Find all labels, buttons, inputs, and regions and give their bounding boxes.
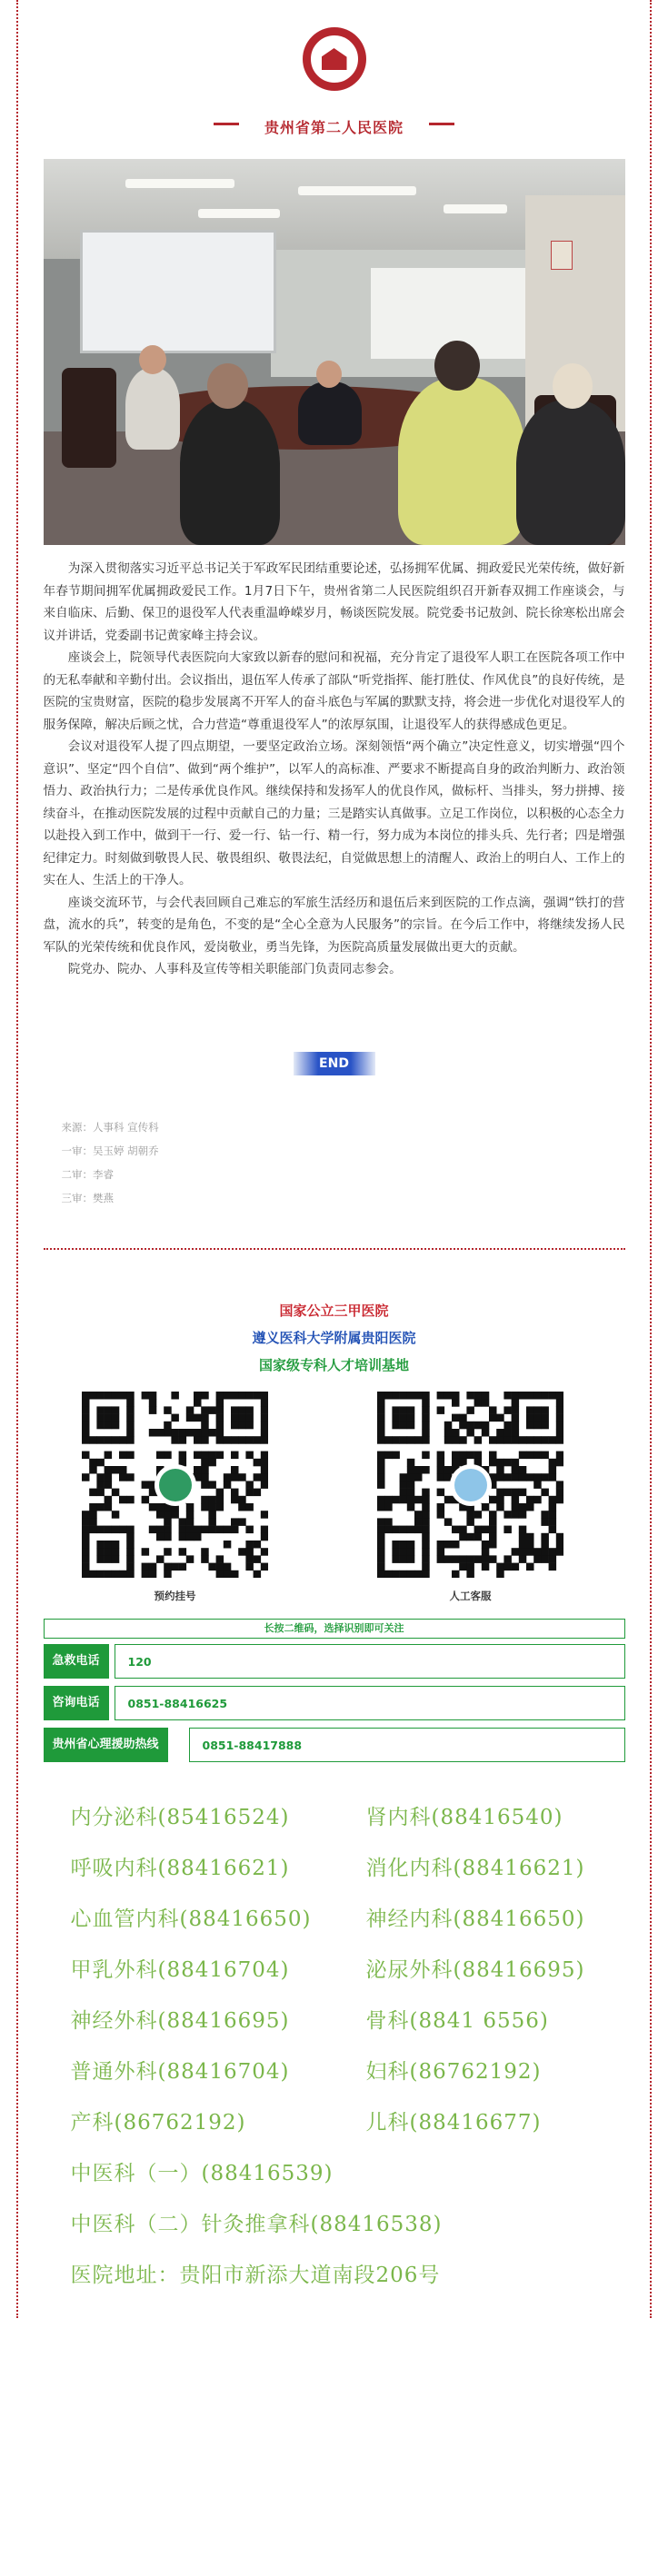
footer-titles	[18, 1297, 650, 1379]
article-paragraph: 座谈交流环节，与会代表回顾自己难忘的军旅生活经历和退伍后来到医院的工作点滴，强调“铁打的营盘，流水的兵”，转变的是角色，不变的是“全心全意为人民服务”的宗旨。在今后工作中，将继续发扬人民军队的光荣传统和优良作风，爱岗敬业，勇当先锋，为医院高质量发展做出更大的贡献。	[43, 895, 625, 955]
phone-value[interactable]: 0851-88417888	[189, 1728, 625, 1762]
hospital-name: 贵州省第二人民医院	[264, 119, 404, 136]
credit-line: 二审：李睿	[61, 1167, 114, 1181]
department-item: 心血管内科(88416650)	[70, 1907, 312, 1931]
department-item: 内分泌科(85416524)	[70, 1805, 290, 1829]
article-paragraph: 院党办、院办、人事科及宣传等相关职能部门负责同志参会。	[67, 962, 402, 976]
qr-label-appointment: 预约挂号	[154, 1589, 196, 1602]
qr-appointment[interactable]	[82, 1392, 268, 1603]
department-item: 呼吸内科(88416621)	[70, 1856, 290, 1880]
article-body	[44, 558, 625, 981]
department-item: 神经外科(88416695)	[70, 2008, 290, 2033]
article-paragraph: 座谈会上，院领导代表医院向大家致以新春的慰问和祝福，充分肯定了退役军人职工在医院各项工作中的无私奉献和辛勤付出。会议指出，退伍军人传承了部队“听党指挥、能打胜仗、作风优良”的良好传统，是医院的宝贵财富，医院的稳步发展离不开军人的奋斗底色与军属的默默支持，将会进一步优化对退役军人的服务保障，解决后顾之忧，合力营造“尊重退役军人”的浓厚氛围，让退役军人的获得感成色更足。	[43, 650, 625, 732]
qr-customer-service[interactable]	[377, 1392, 563, 1603]
phone-label: 贵州省心理援助热线	[44, 1728, 168, 1762]
department-item: 消化内科(88416621)	[365, 1856, 585, 1880]
footer-title-2: 遵义医科大学附属贵阳医院	[252, 1329, 416, 1346]
hospital-title-bar	[18, 116, 650, 136]
phone-value[interactable]: 120	[115, 1644, 625, 1679]
phone-label: 急救电话	[44, 1644, 109, 1679]
article-paragraph: 会议对退役军人提了四点期望，一要坚定政治立场。深刻领悟“两个确立”决定性意义，切实增强“四个意识”、坚定“四个自信”、做到“两个维护”，以军人的高标准、严要求不断提高自身的政治判断力、政治领悟力、政治执行力；二是传承优良作风。继续保持和发扬军人的优良作风，做标杆、当排头，努力拼搏、接续奋斗，在推动医院发展的过程中贡献自己的力量；三是踏实认真做事。立足工作岗位，以积极的心态全力以赴投入到工作中，做到干一行、爱一行、钻一行、精一行，努力成为本岗位的排头兵、先行者；四是增强纪律定力。时刻做到敬畏人民、敬畏组织、敬畏法纪，自觉做思想上的清醒人、政治上的明白人、工作上的实在人、生活上的干净人。	[43, 739, 625, 887]
qr-hint-text: 长按二维码，选择识别即可关注	[264, 1621, 404, 1634]
department-list	[44, 1800, 625, 2318]
department-item: 中医科（一）(88416539)	[70, 2161, 334, 2185]
footer-title-3: 国家级专科人才培训基地	[258, 1356, 409, 1373]
meeting-photo	[44, 159, 625, 545]
credit-line: 三审：樊燕	[61, 1191, 114, 1204]
qr-hint-bar	[44, 1619, 625, 1639]
credits	[62, 1115, 607, 1210]
department-item: 中医科（二）针灸推拿科(88416538)	[70, 2212, 443, 2236]
department-item: 妇科(86762192)	[365, 2059, 542, 2084]
end-marker-wrap	[18, 1052, 650, 1079]
page-header	[18, 0, 650, 150]
department-item: 神经内科(88416650)	[365, 1907, 585, 1931]
qr-code-customer-service[interactable]	[377, 1392, 563, 1578]
credit-line: 一审：吴玉婷 胡朝乔	[61, 1144, 159, 1157]
phone-row-consult	[44, 1686, 625, 1722]
qr-label-customer-service: 人工客服	[449, 1589, 492, 1602]
department-item: 甲乳外科(88416704)	[70, 1957, 290, 1982]
credit-line: 来源：人事科 宣传科	[61, 1120, 159, 1134]
department-item: 普通外科(88416704)	[70, 2059, 290, 2084]
qr-code-appointment[interactable]	[82, 1392, 268, 1578]
hospital-address: 医院地址：贵阳市新添大道南段206号	[70, 2263, 441, 2287]
section-divider	[44, 1248, 625, 1250]
department-item: 儿科(88416677)	[365, 2110, 542, 2135]
qr-code-row	[18, 1392, 650, 1619]
article-paragraph: 为深入贯彻落实习近平总书记关于军政军民团结重要论述，弘扬拥军优属、拥政爱民光荣传统，做好新年春节期间拥军优属拥政爱民工作。1月7日下午，贵州省第二人民医院组织召开新春双拥工作座谈会，与来自临床、后勤、保卫的退役军人代表重温峥嵘岁月，畅谈医院发展。院党委书记敖剑、院长徐寒松出席会议并讲话，党委副书记黄家峰主持会议。	[43, 561, 625, 643]
department-item: 肾内科(88416540)	[365, 1805, 563, 1829]
department-item: 产科(86762192)	[70, 2110, 246, 2135]
phone-row-psych-hotline	[44, 1728, 625, 1764]
phone-row-emergency	[44, 1644, 625, 1680]
house-icon	[322, 48, 347, 70]
phone-label: 咨询电话	[44, 1686, 109, 1720]
department-item: 泌尿外科(88416695)	[365, 1957, 585, 1982]
no-smoking-sign	[551, 241, 573, 270]
hospital-logo	[303, 27, 366, 91]
footer-title-1: 国家公立三甲医院	[279, 1302, 389, 1319]
department-item: 骨科(8841 6556)	[365, 2008, 549, 2033]
page-frame	[16, 0, 652, 2318]
end-marker: END	[294, 1052, 375, 1075]
phone-value[interactable]: 0851-88416625	[115, 1686, 625, 1720]
